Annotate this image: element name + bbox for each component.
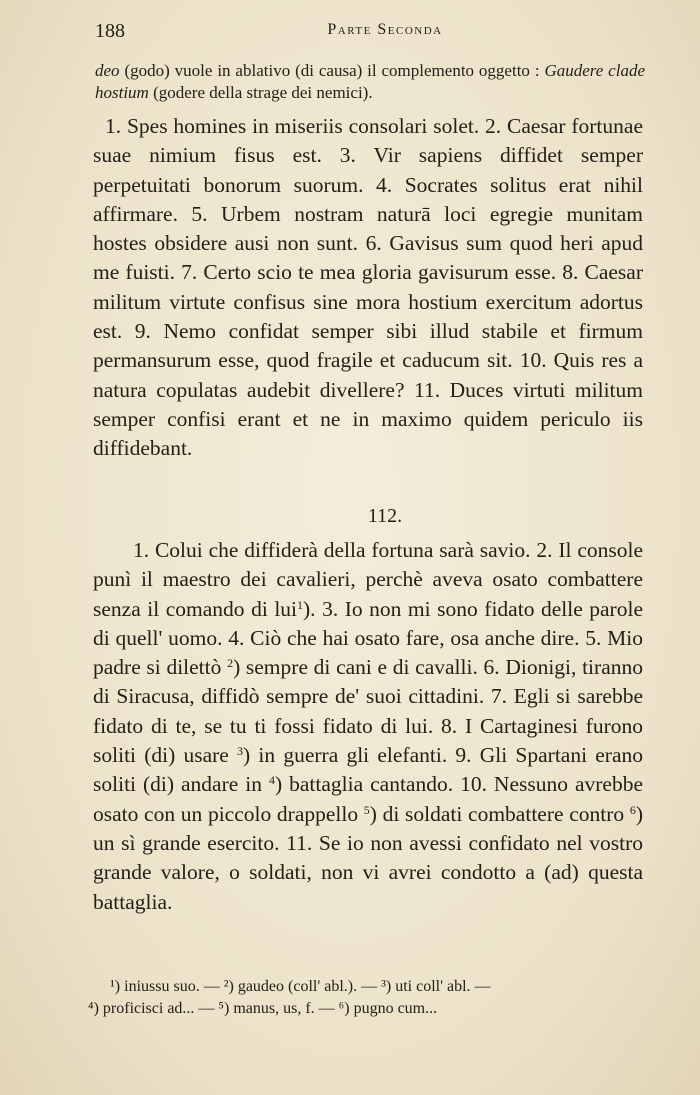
running-head: Parte Seconda: [327, 21, 443, 38]
footnote-line-2: ⁴) proficisci ad... — ⁵) manus, us, f. — ⁶) pugno cum...: [88, 1000, 438, 1017]
footnotes: [88, 976, 648, 1020]
footnote-ref-1: 1: [297, 597, 304, 612]
footnote-ref-4: 4: [268, 773, 275, 788]
italian-exercise-paragraph: [93, 536, 643, 917]
latin-exercise-paragraph: 1. Spes homines in miseriis consolari solet. 2. Caesar fortunae suae nimium fisus est. 3. Vir sapiens diffidet semper perpetuitati bonorum suorum. 4. Socrates solitus erat nihil affirmare. 5. Urbem nostram naturā loci egregie munitam hostes obsidere ausi non sunt. 6. Gavisus sum quod heri apud me fuisti. 7. Certo scio te mea gloria gavisurum esse. 8. Caesar militum virtute confisus sine mora hostium exercitum adortus est. 9. Nemo confidat semper sibi illud stabile et firmum permansurum esse, quod fragile et caducum sit. 10. Quis res a natura copulatas audebit divellere? 11. Duces virtuti militum semper confisi erant et ne in maximo quidem periculo iis diffidebant.: [93, 114, 643, 461]
example-phrase: Gaudere clade hostium: [95, 61, 645, 102]
exercise-text-7: ) un sì grande esercito. 11. Se io non avessi confidato nel vostro grande valore, o soldati, non vi avrei condotto a (ad) questa battaglia.: [93, 801, 643, 914]
grammar-note: [95, 60, 645, 104]
exercise-text-4: ) in guerra gli elefanti. 9. Gli Spartani erano soliti (di) andare in: [93, 743, 644, 797]
note-text-2: (godere della strage dei nemici).: [148, 83, 373, 102]
footnote-ref-6: 6: [629, 802, 636, 817]
lead-word: deo: [95, 61, 120, 80]
footnote-ref-5: 5: [363, 802, 370, 817]
note-text-1: (godo) vuole in ablativo (di causa) il complemento oggetto :: [119, 61, 545, 80]
exercise-text-3: ) sempre di cani e di cavalli. 6. Dionigi, tiranno di Siracusa, diffidò sempre de' suoi cittadini. 7. Egli si sarebbe fidato di te, se tu ti fossi fidato di lui. 8. I Cartaginesi furono soliti (di) usare: [93, 655, 643, 768]
footnote-ref-2: 2: [227, 656, 234, 671]
exercise-text-2: ). 3. Io non mi sono fidato delle parole di quell' uomo. 4. Ciò che hai osato fare, osa anche dire. 5. Mio padre si dilettò: [93, 596, 643, 680]
footnote-ref-3: 3: [237, 744, 244, 759]
exercise-text-1: 1. Colui che diffiderà della fortuna sarà savio. 2. Il console punì il maestro dei cavalieri, perchè aveva osato combattere senza il comando di lui: [93, 538, 643, 621]
section-number: 112.: [367, 505, 403, 527]
exercise-text-6: ) di soldati combattere contro: [369, 801, 630, 826]
exercise-text-5: ) battaglia cantando. 10. Nessuno avrebbe osato con un piccolo drappello: [93, 772, 643, 826]
page-number: 188: [95, 20, 125, 42]
page-header: [95, 20, 635, 50]
footnote-line-1: ¹) iniussu suo. — ²) gaudeo (coll' abl.). — ³) uti coll' abl. —: [110, 978, 491, 995]
